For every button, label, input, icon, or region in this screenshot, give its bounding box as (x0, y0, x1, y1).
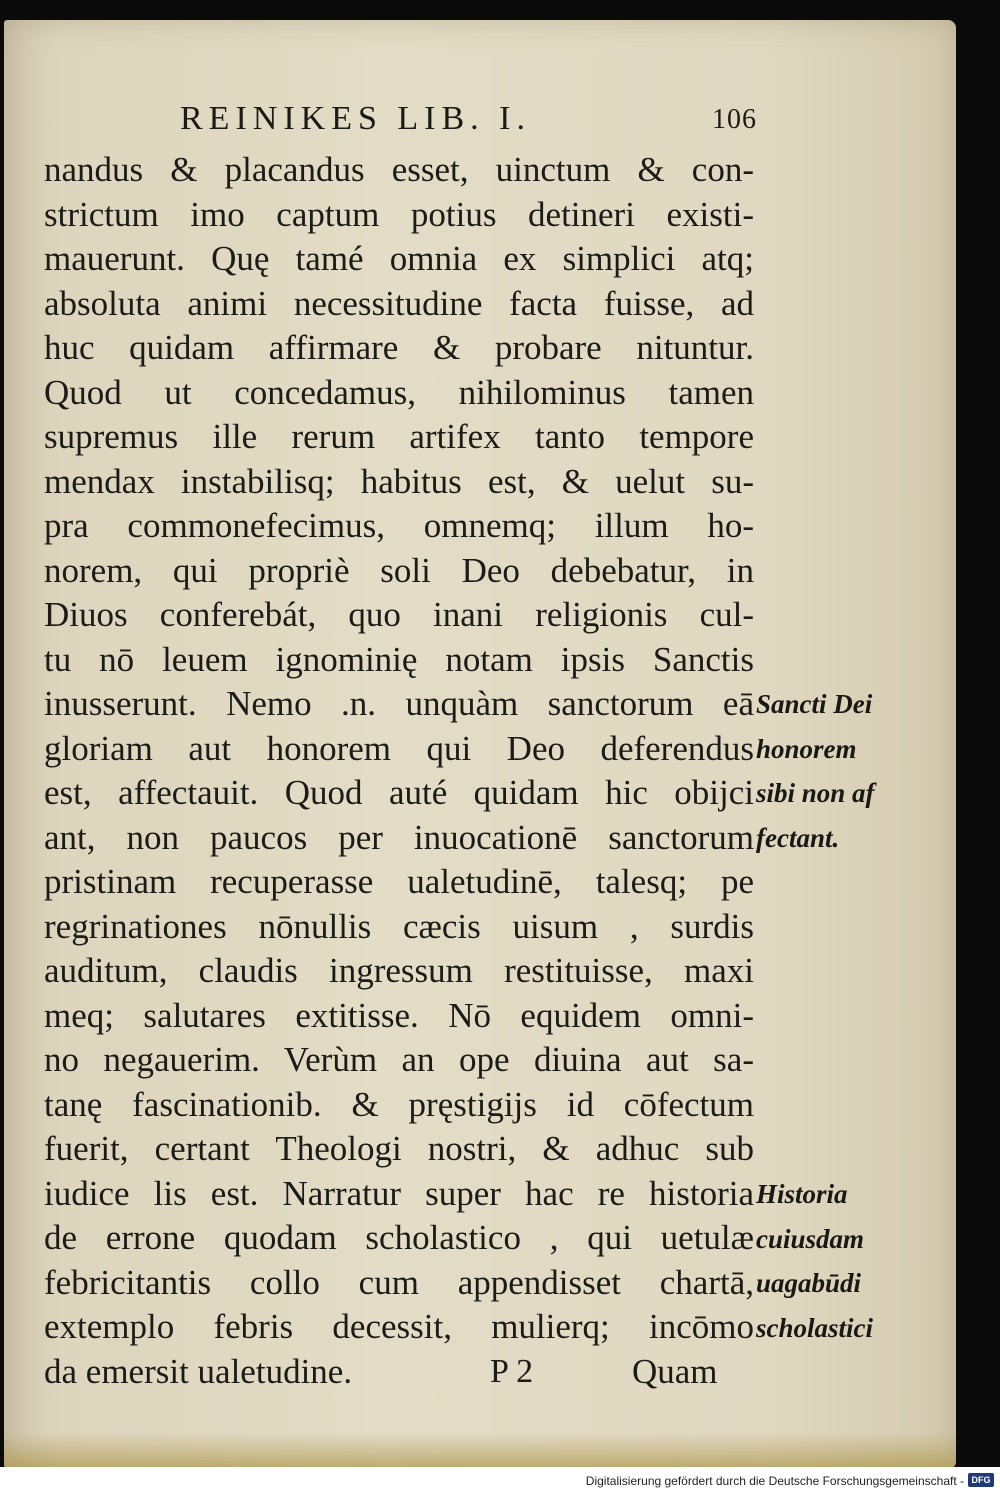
folio-number: 106 (712, 104, 757, 135)
text-line: meq; salutares extitisse. Nō equidem omni- (44, 995, 754, 1035)
text-line: strictum imo captum potius detineri existi- (44, 194, 754, 234)
text-line: gloriam aut honorem qui Deo deferendus (44, 728, 754, 768)
text-line: Diuos conferebát, quo inani religionis cul- (44, 595, 754, 634)
funding-credit: Digitalisierung gefördert durch die Deutsche Forschungsgemeinschaft - (585, 1474, 964, 1488)
digitization-footer (0, 1467, 1000, 1495)
page-bottom-edge (4, 1432, 956, 1468)
marginal-note-line: fectant. (756, 822, 840, 853)
marginal-note-history (756, 1172, 916, 1350)
text-line: tu nō leuem ignominię notam ipsis Sanctis (44, 639, 754, 679)
text-line: mauerunt. Quę tamé omnia ex simplici atq; (44, 239, 754, 278)
marginal-note-line: Historia (756, 1179, 848, 1209)
marginal-note-line: honorem (756, 733, 857, 764)
text-line: nandus & placandus esset, uinctum & con- (44, 150, 754, 189)
marginal-note-line: uagabūdi (756, 1268, 862, 1298)
text-line: iudice lis est. Narratur super hac re historia (44, 1173, 754, 1213)
text-line: pristinam recuperasse ualetudinē, talesq; pe (44, 862, 754, 901)
page-header (4, 90, 956, 140)
text-line: fuerit, certant Theologi nostri, & adhuc sub (44, 1129, 754, 1168)
text-line: febricitantis collo cum appendisset chartā, (44, 1262, 754, 1302)
marginal-note-line: sibi non af (756, 778, 875, 808)
text-line: inusserunt. Nemo .n. unquàm sanctorum eā (44, 684, 754, 723)
text-line: de errone quodam scholastico , qui uetulæ (44, 1218, 754, 1257)
text-line: pra commonefecimus, omnemq; illum ho- (44, 506, 754, 545)
marginal-note-saints (756, 682, 916, 860)
text-line: no negauerim. Verùm an ope diuina aut sa- (44, 1040, 754, 1079)
text-line: huc quidam affirmare & probare nituntur. (44, 328, 754, 367)
text-line: regrinationes nōnullis cæcis uisum , surdis (44, 906, 754, 946)
dfg-logo-icon: DFG (968, 1473, 994, 1487)
text-line: supremus ille rerum artifex tanto tempore (44, 417, 754, 456)
text-line: auditum, claudis ingressum restituisse, maxi (44, 951, 754, 990)
book-page (4, 20, 956, 1468)
last-line-row (44, 1350, 754, 1395)
text-line: norem, qui propriè soli Deo debebatur, in (44, 550, 754, 590)
text-line: Quod ut concedamus, nihilominus tamen (44, 372, 754, 412)
text-line: mendax instabilisq; habitus est, & uelut su- (44, 461, 754, 501)
signature-mark: P 2 (490, 1352, 534, 1390)
text-line: absoluta animi necessitudine facta fuisse, ad (44, 283, 754, 323)
text-line: extemplo febris decessit, mulierq; incōmo (44, 1307, 754, 1346)
text-line: est, affectauit. Quod auté quidam hic obijci (44, 773, 754, 812)
text-line: ant, non paucos per inuocationē sanctorum (44, 817, 754, 857)
catchword: Quam (632, 1351, 718, 1391)
marginal-note-line: Sancti Dei (756, 689, 873, 719)
main-text (44, 148, 754, 1394)
marginal-note-line: scholastici (756, 1312, 874, 1343)
marginal-note-line: cuiusdam (756, 1223, 865, 1254)
text-line: tanę fascinationib. & pręstigijs id cōfectum (44, 1084, 754, 1124)
running-head: REINIKES LIB. I. (180, 100, 531, 137)
text-line: da emersit ualetudine. (44, 1351, 353, 1391)
